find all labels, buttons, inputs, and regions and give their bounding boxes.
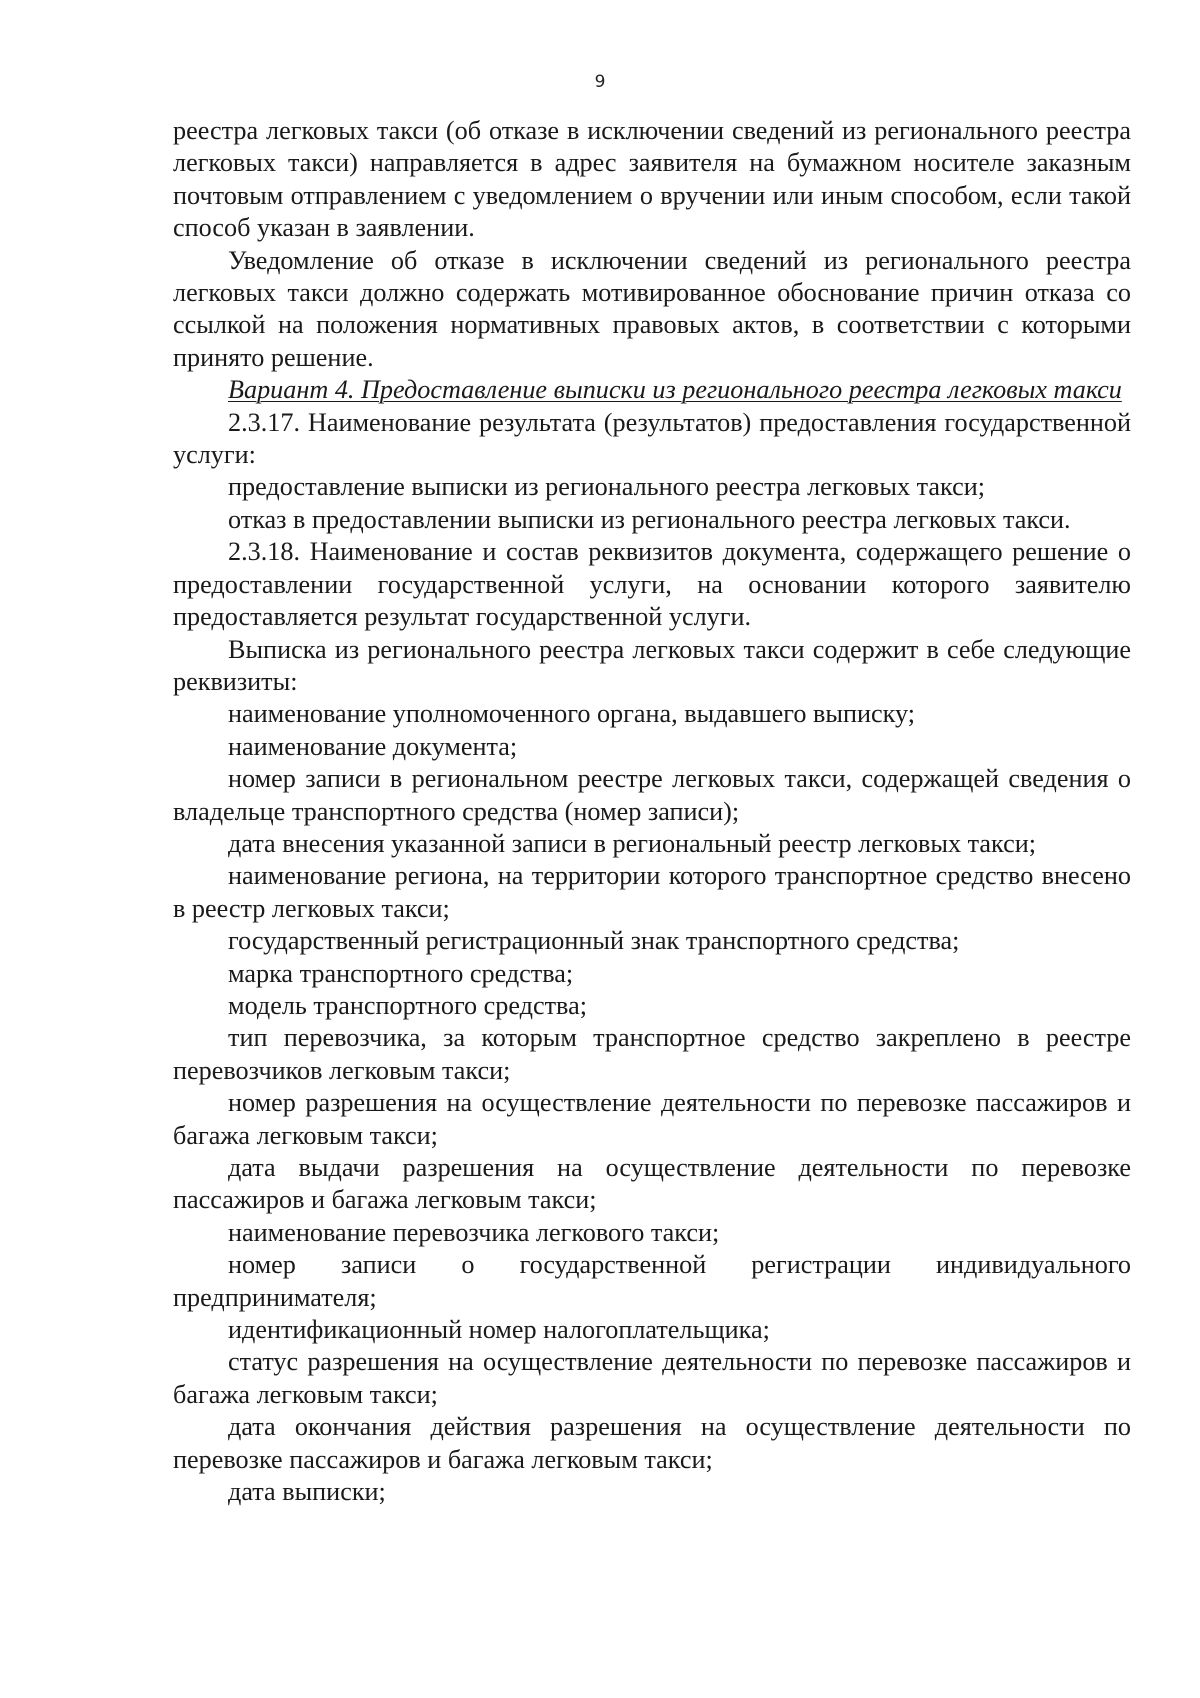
list-item: государственный регистрационный знак транспортного средства; <box>228 926 960 956</box>
list-item: идентификационный номер налогоплательщика; <box>228 1315 770 1345</box>
section-heading: Вариант 4. Предоставление выписки из регионального реестра легковых такси <box>228 375 1122 405</box>
list-item: марка транспортного средства; <box>228 958 574 988</box>
list-item: номер записи о государственной регистрации индивидуального предпринимателя; <box>173 1250 1131 1312</box>
list-item: номер записи в региональном реестре легковых такси, содержащей сведения о владельце транспортного средства (номер записи); <box>173 764 1131 826</box>
list-item: номер разрешения на осуществление деятельности по перевозке пассажиров и багажа легковым такси; <box>173 1088 1131 1150</box>
list-item: наименование документа; <box>228 731 518 761</box>
list-item: наименование уполномоченного органа, выдавшего выписку; <box>228 699 916 729</box>
list-item: наименование региона, на территории которого транспортное средство внесено в реестр легковых такси; <box>173 861 1131 923</box>
list-item: наименование перевозчика легкового такси; <box>228 1217 720 1247</box>
list-item: дата окончания действия разрешения на осуществление деятельности по перевозке пассажиров и багажа легковым такси; <box>173 1412 1131 1474</box>
paragraph: реестра легковых такси (об отказе в исключении сведений из регионального реестра легковых такси) направляется в адрес заявителя на бумажном носителе заказным почтовым отправлением с уведомлением о вручении или иным способом, если такой способ указан в заявлении. <box>173 116 1131 243</box>
list-item: предоставление выписки из регионального реестра легковых такси; <box>228 472 985 502</box>
list-item: модель транспортного средства; <box>228 990 587 1020</box>
list-item: отказ в предоставлении выписки из регионального реестра легковых такси. <box>228 504 1071 534</box>
document-body <box>173 115 1131 1508</box>
page-number: 9 <box>594 72 606 92</box>
list-item: тип перевозчика, за которым транспортное средство закреплено в реестре перевозчиков легковым такси; <box>173 1023 1131 1085</box>
paragraph: 2.3.17. Наименование результата (результатов) предоставления государственной услуги: <box>173 407 1131 470</box>
list-item: дата выписки; <box>228 1477 386 1507</box>
paragraph: 2.3.18. Наименование и состав реквизитов документа, содержащего решение о предоставлении государственной услуги, на основании которого заявителю предоставляется результат государственной услуги. <box>173 537 1131 632</box>
paragraph: Уведомление об отказе в исключении сведений из регионального реестра легковых такси должно содержать мотивированное обоснование причин отказа со ссылкой на положения нормативных правовых актов, в соответствии с которыми принято решение. <box>173 245 1131 372</box>
paragraph: Выписка из регионального реестра легковых такси содержит в себе следующие реквизиты: <box>173 634 1131 696</box>
list-item: дата выдачи разрешения на осуществление деятельности по перевозке пассажиров и багажа легковым такси; <box>173 1153 1131 1215</box>
list-item: статус разрешения на осуществление деятельности по перевозке пассажиров и багажа легковым такси; <box>173 1347 1131 1409</box>
list-item: дата внесения указанной записи в региональный реестр легковых такси; <box>228 828 1037 858</box>
